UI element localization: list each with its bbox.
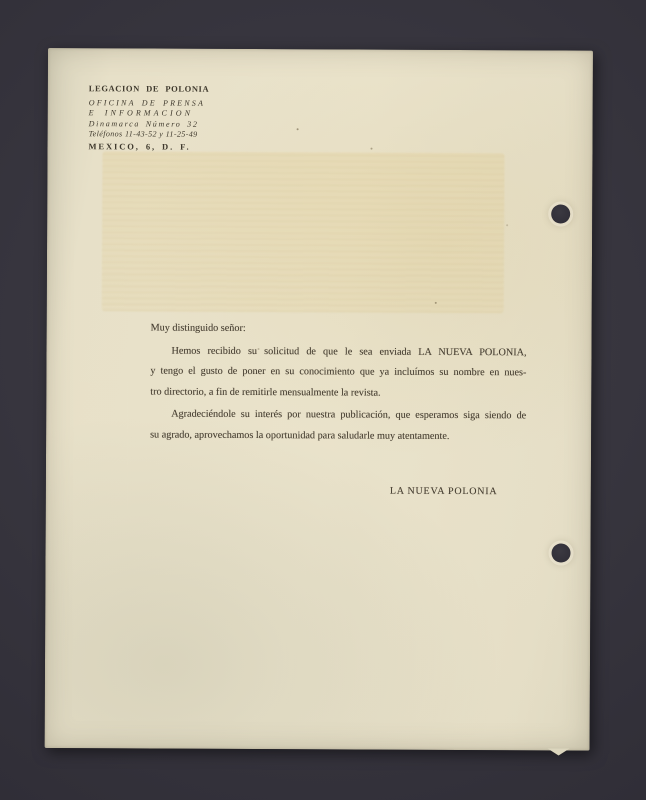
paper-tear: [548, 748, 570, 755]
bleed-through-stain: [102, 151, 505, 313]
letterhead-office-line1: OFICINA DE PRENSA: [88, 98, 206, 108]
paragraph-1: [150, 341, 526, 404]
punch-hole-bottom: [551, 543, 570, 562]
text-line: tro directorio, a fin de remitirle mensualmente la revista.: [150, 386, 381, 399]
paragraph-2: [150, 405, 526, 448]
text-line: Agradeciéndole su interés por nuestra publicación, que esperamos siga siendo de: [171, 408, 527, 422]
paper-specks: [297, 128, 299, 130]
salutation: Muy distinguido señor:: [150, 322, 246, 334]
letterhead-organization: LEGACION DE POLONIA: [88, 83, 210, 94]
letterhead-address: Dinamarca Número 32: [88, 119, 199, 129]
letterhead-phones: Teléfonos 11-43-52 y 11-25-49: [88, 129, 198, 139]
letterhead: [88, 83, 209, 152]
letter-body: [150, 319, 527, 448]
letter-page: [45, 48, 593, 751]
letterhead-city: MEXICO, 6, D. F.: [88, 141, 191, 152]
text-line: y tengo el gusto de poner en su conocimiento que ya incluímos su nombre en nues-: [150, 365, 527, 379]
letterhead-office-line2: E INFORMACION: [88, 108, 194, 118]
text-line: Hemos recibido su solicitud de que le sea enviada LA NUEVA POLONIA,: [171, 345, 527, 358]
signature: LA NUEVA POLONIA: [389, 485, 498, 498]
text-line: su agrado, aprovechamos la oportunidad para saludarle muy atentamente.: [150, 429, 450, 442]
punch-hole-top: [551, 204, 570, 223]
